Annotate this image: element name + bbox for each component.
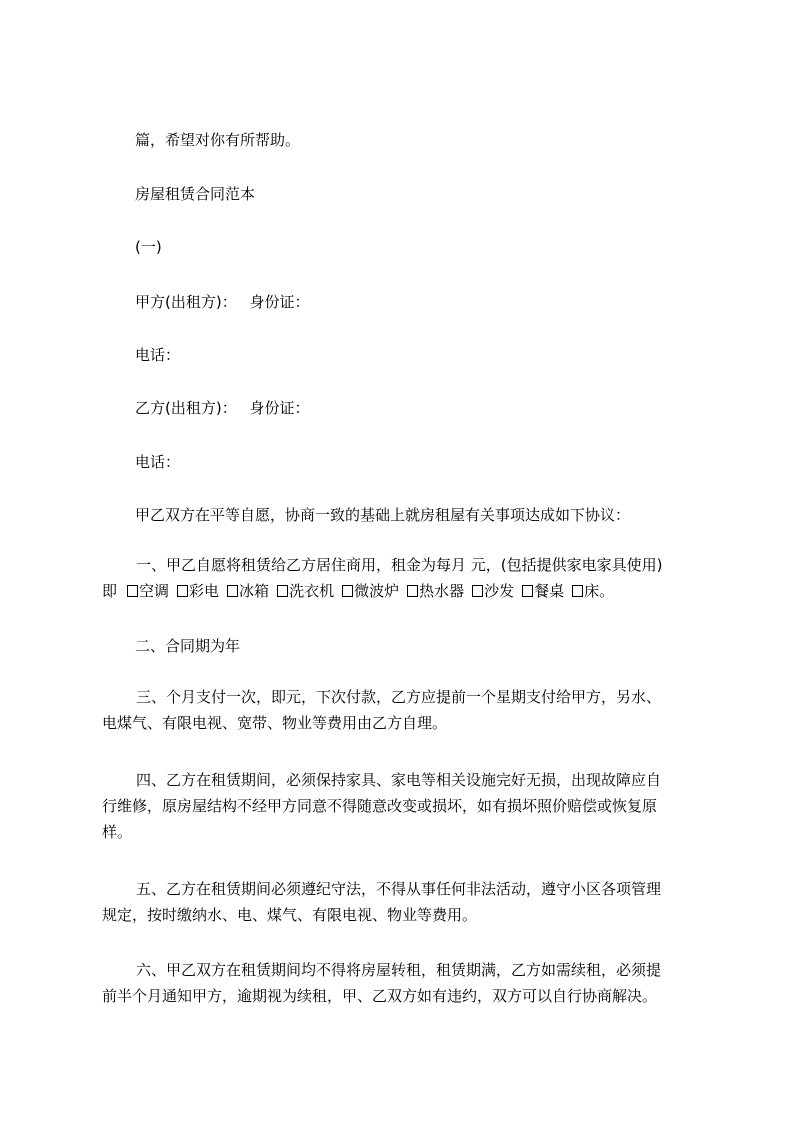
amenity-label: 洗衣机 (289, 582, 335, 600)
amenity-label: 微波炉 (354, 582, 400, 600)
clause-4-line-1: 四、乙方在租赁期间，必须保持家具、家电等相关设施完好无损，出现故障应自 (136, 771, 662, 789)
clause-6-line-2: 前半个月通知甲方，逾期视为续租，甲、乙双方如有违约，双方可以自行协商解决。 (102, 987, 658, 1005)
clause-3-line-2: 电煤气、有限电视、宽带、物业等费用由乙方自理。 (102, 714, 448, 732)
clause-4 (102, 767, 702, 845)
amenity-label: 餐桌 (534, 582, 565, 600)
amenity-label: 床。 (584, 582, 615, 600)
amenity-label: 彩电 (189, 582, 220, 600)
clause-4-line-2: 行维修，原房屋结构不经甲方同意不得随意改变或损坏，如有损坏照价赔偿或恢复原 (102, 797, 658, 815)
amenity-label: 空调 (139, 582, 170, 600)
amenity-label: 热水器 (419, 582, 465, 600)
party-a-id-label: 身份证： (249, 293, 310, 311)
party-b-label: 乙方(出租方)： (135, 399, 237, 417)
clause-1-line-1: 一、甲乙自愿将租赁给乙方居住商用，租金为每月 元，(包括提供家电家具使用) (136, 556, 663, 574)
clause-1 (102, 552, 702, 604)
agreement-intro: 甲乙双方在平等自愿，协商一致的基础上就房租屋有关事项达成如下协议： (135, 506, 631, 524)
party-b-line (135, 399, 310, 417)
amenity-label: 冰箱 (239, 582, 270, 600)
party-a-phone: 电话： (135, 346, 181, 364)
party-b-phone: 电话： (135, 453, 181, 471)
clause-6-line-1: 六、甲乙双方在租赁期间均不得将房屋转租，租赁期满，乙方如需续租，必须提 (136, 961, 662, 979)
checkbox-bed[interactable] (572, 585, 583, 597)
checkbox-dining-table[interactable] (522, 585, 533, 597)
checkbox-air-conditioner[interactable] (127, 585, 138, 597)
clause-5-line-1: 五、乙方在租赁期间必须遵纪守法，不得从事任何非法活动，遵守小区各项管理 (136, 880, 662, 898)
clause-5-line-2: 规定，按时缴纳水、电、煤气、有限电视、物业等费用。 (102, 906, 478, 924)
clause-3-line-1: 三、个月支付一次，即元，下次付款，乙方应提前一个星期支付给甲方，另水、 (136, 688, 662, 706)
checkbox-washing-machine[interactable] (277, 585, 288, 597)
party-a-line (135, 293, 310, 311)
clause-1-amenities (102, 578, 702, 604)
checkbox-tv[interactable] (177, 585, 188, 597)
clause-4-line-3: 样。 (102, 823, 133, 841)
intro-text: 篇，希望对你有所帮助。 (135, 131, 301, 149)
clause-1-prefix: 即 (102, 582, 118, 600)
checkbox-water-heater[interactable] (407, 585, 418, 597)
clause-6 (102, 957, 702, 1009)
amenity-label: 沙发 (484, 582, 515, 600)
checkbox-fridge[interactable] (227, 585, 238, 597)
doc-title: 房屋租赁合同范本 (135, 185, 256, 203)
section-marker: (一) (135, 238, 162, 256)
checkbox-sofa[interactable] (472, 585, 483, 597)
party-a-label: 甲方(出租方)： (135, 293, 237, 311)
clause-2: 二、合同期为年 (135, 637, 241, 655)
checkbox-microwave[interactable] (342, 585, 353, 597)
party-b-id-label: 身份证： (249, 399, 310, 417)
clause-3 (102, 684, 702, 736)
clause-5 (102, 876, 702, 928)
